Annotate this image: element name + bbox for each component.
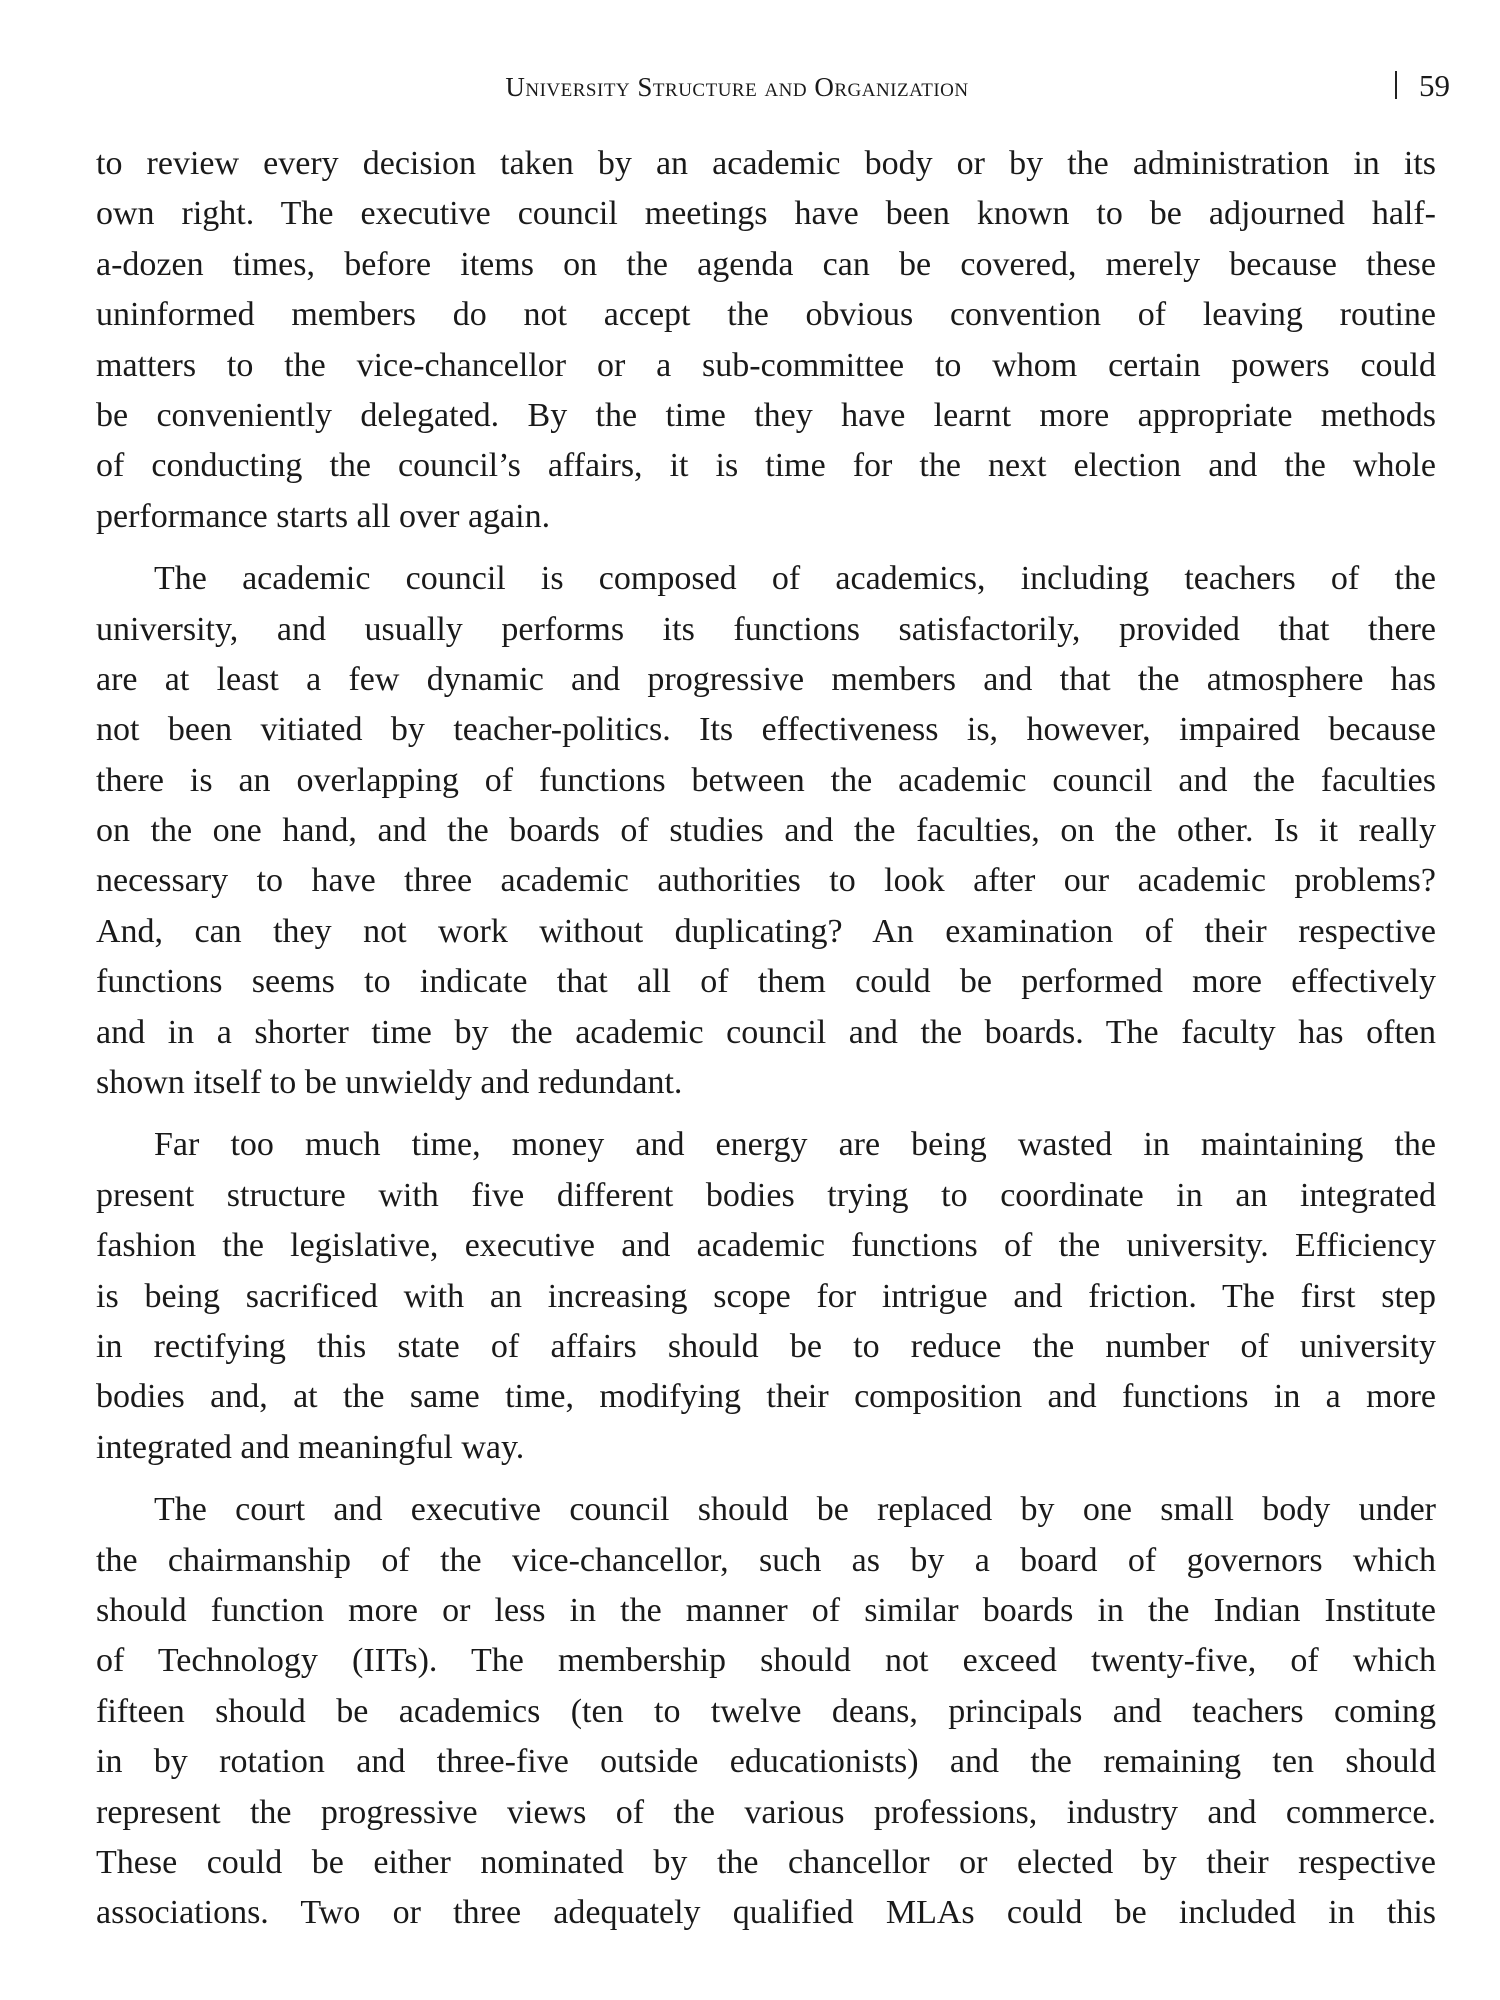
running-head-title: University Structure and Organization [505, 72, 969, 102]
text-line: in by rotation and three-five outside educationists) and the remaining ten should [96, 1743, 1436, 1781]
text-line: present structure with five different bodies trying to coordinate in an integrated [96, 1176, 1436, 1214]
text-line: fashion the legislative, executive and academic functions of the university. Efficiency [96, 1227, 1436, 1265]
text-line: shown itself to be unwieldy and redundant. [96, 1064, 683, 1102]
text-line: And, can they not work without duplicating? An examination of their respective [96, 912, 1436, 950]
page-number [1395, 68, 1450, 104]
text-line: is being sacrificed with an increasing scope for intrigue and friction. The first step [96, 1277, 1436, 1315]
text-line: a-dozen times, before items on the agenda can be covered, merely because these [96, 245, 1436, 283]
text-line: bodies and, at the same time, modifying their composition and functions in a more [96, 1378, 1436, 1416]
paragraph [96, 1485, 1436, 1939]
text-line: Far too much time, money and energy are being wasted in maintaining the [154, 1126, 1436, 1164]
paragraph [96, 554, 1436, 1108]
text-line: These could be either nominated by the chancellor or elected by their respective [96, 1843, 1436, 1881]
text-line: represent the progressive views of the various professions, industry and commerce. [96, 1793, 1436, 1831]
text-line: necessary to have three academic authorities to look after our academic problems? [96, 862, 1436, 900]
text-line: integrated and meaningful way. [96, 1428, 525, 1466]
text-line: uninformed members do not accept the obvious convention of leaving routine [96, 296, 1436, 334]
text-line: university, and usually performs its functions satisfactorily, provided that there [96, 610, 1436, 648]
text-line: of Technology (IITs). The membership should not exceed twenty-five, of which [96, 1642, 1436, 1680]
text-line: own right. The executive council meetings have been known to be adjourned half- [96, 195, 1436, 233]
text-line: performance starts all over again. [96, 497, 551, 535]
text-line: The academic council is composed of academics, including teachers of the [154, 560, 1436, 598]
text-line: are at least a few dynamic and progressive members and that the atmosphere has [96, 660, 1436, 698]
text-line: to review every decision taken by an academic body or by the administration in its [96, 145, 1436, 182]
text-line: The court and executive council should be replaced by one small body under [154, 1491, 1436, 1529]
text-line: and in a shorter time by the academic council and the boards. The faculty has often [96, 1013, 1436, 1051]
text-line: fifteen should be academics (ten to twelve deans, principals and teachers coming [96, 1692, 1436, 1730]
paragraph [96, 1120, 1436, 1473]
text-line: not been vitiated by teacher-politics. Its effectiveness is, however, impaired because [96, 711, 1436, 749]
body-text [96, 139, 1436, 1951]
text-line: be conveniently delegated. By the time they have learnt more appropriate methods [96, 396, 1436, 434]
text-line: on the one hand, and the boards of studies and the faculties, on the other. Is it really [96, 812, 1436, 850]
text-line: should function more or less in the manner of similar boards in the Indian Institute [96, 1591, 1436, 1629]
text-line: in rectifying this state of affairs should be to reduce the number of university [96, 1327, 1436, 1365]
text-line: there is an overlapping of functions between the academic council and the faculties [96, 761, 1436, 799]
page-number-text: 59 [1419, 68, 1450, 103]
paragraph [96, 139, 1436, 542]
text-line: functions seems to indicate that all of them could be performed more effectively [96, 963, 1436, 1001]
text-line: of conducting the council’s affairs, it is time for the next election and the whole [96, 447, 1436, 485]
header-divider [1395, 71, 1397, 99]
text-line: matters to the vice-chancellor or a sub-committee to whom certain powers could [96, 346, 1436, 384]
text-line: the chairmanship of the vice-chancellor, such as by a board of governors which [96, 1541, 1436, 1579]
text-line: associations. Two or three adequately qualified MLAs could be included in this [96, 1894, 1436, 1932]
